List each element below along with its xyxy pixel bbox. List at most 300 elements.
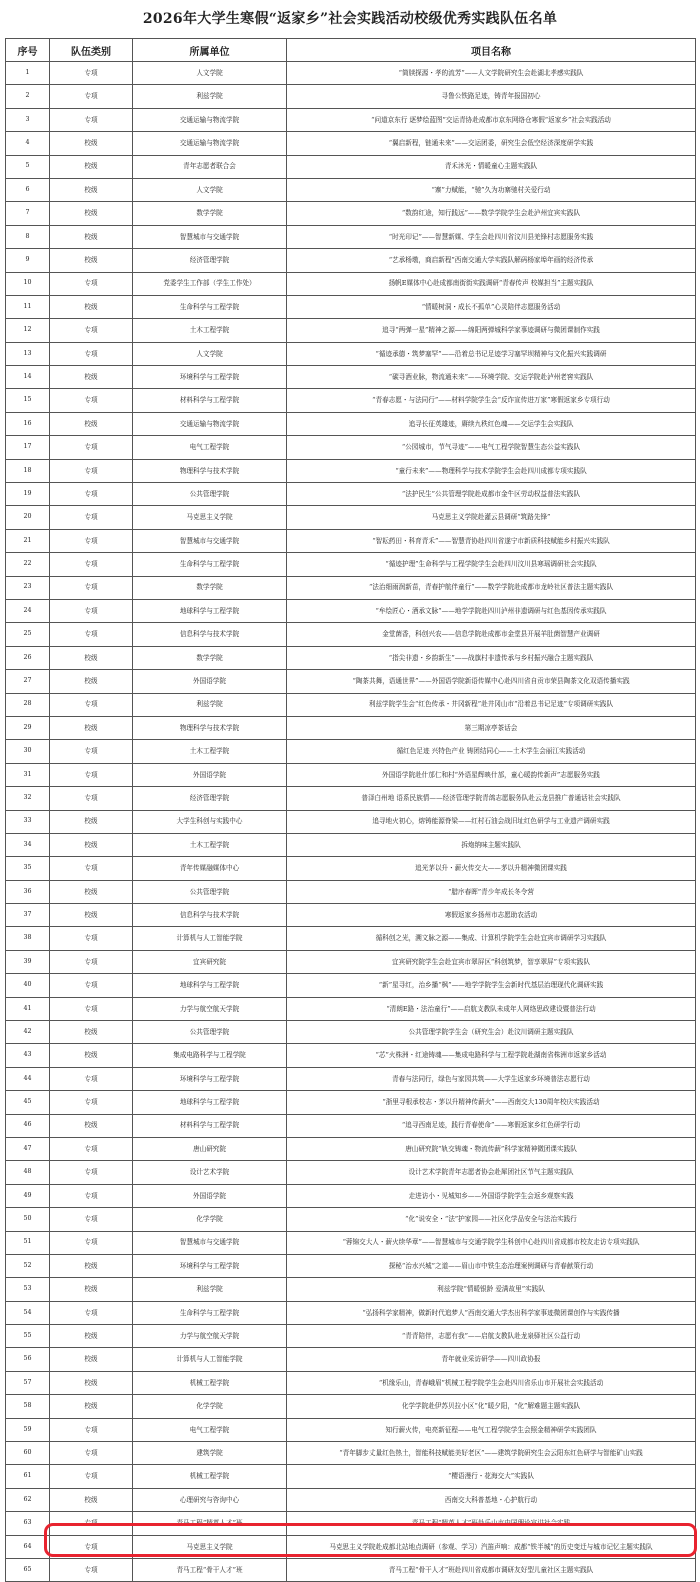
- cell-affiliated-unit: 电气工程学院: [133, 436, 287, 459]
- cell-team-category: 专项: [50, 1418, 133, 1441]
- cell-project-name: “法治细雨润新苗，青春护航伴童行”——数学学院赴成都市龙岭社区普法主题实践队: [287, 576, 696, 599]
- cell-project-name: “浙里寻根承校志・茅以升精神传薪火”——西南交大130周年校庆实践活动: [287, 1091, 696, 1114]
- table-row: [6, 436, 696, 459]
- cell-team-category: 专项: [50, 974, 133, 997]
- cell-affiliated-unit: 交通运输与物流学院: [133, 108, 287, 131]
- header-row: [6, 39, 696, 62]
- cell-serial-number: 2: [6, 85, 50, 108]
- header-serial-number: 序号: [6, 39, 50, 62]
- cell-serial-number: 30: [6, 740, 50, 763]
- table-row: [6, 810, 696, 833]
- cell-project-name: “碳寻酒业脉，物流通未来”——环境学院、交运学院赴泸州老窖实践队: [287, 366, 696, 389]
- cell-team-category: 专项: [50, 576, 133, 599]
- cell-serial-number: 48: [6, 1161, 50, 1184]
- cell-project-name: 金堂菌香，科创兴农——信息学院赴成都市金堂县开展羊肚菌智慧产业调研: [287, 623, 696, 646]
- cell-team-category: 校级: [50, 1348, 133, 1371]
- cell-affiliated-unit: 电气工程学院: [133, 1418, 287, 1441]
- cell-team-category: 专项: [50, 763, 133, 786]
- cell-project-name: “翼启新程，链通未来”——交运团委，研究生会低空经济深度研学实践: [287, 132, 696, 155]
- cell-affiliated-unit: 党委学生工作部（学生工作处）: [133, 272, 287, 295]
- cell-serial-number: 59: [6, 1418, 50, 1441]
- cell-project-name: 马克思主义学院赴灌云县调研“筑路先锋”: [287, 506, 696, 529]
- cell-project-name: “追寻西南足迹，践行青春使命”——寒假返家乡红色研学行动: [287, 1114, 696, 1137]
- cell-project-name: “樱语漫行・花海交大”实践队: [287, 1465, 696, 1488]
- cell-serial-number: 54: [6, 1301, 50, 1324]
- cell-affiliated-unit: 生命科学与工程学院: [133, 1301, 287, 1324]
- cell-serial-number: 41: [6, 997, 50, 1020]
- cell-team-category: 专项: [50, 108, 133, 131]
- cell-team-category: 专项: [50, 927, 133, 950]
- table-row: [6, 857, 696, 880]
- cell-project-name: 寒假返家乡扬州市志愿助农活动: [287, 904, 696, 927]
- cell-affiliated-unit: 力学与航空航天学院: [133, 997, 287, 1020]
- table-row: [6, 950, 696, 973]
- cell-affiliated-unit: 地球科学与工程学院: [133, 599, 287, 622]
- table-row: [6, 1512, 696, 1535]
- cell-project-name: “青春志愿・与法同行”——材料学院学生会“反诈宣传进万家”寒假返家乡专项行动: [287, 389, 696, 412]
- cell-team-category: 校级: [50, 249, 133, 272]
- table-row: [6, 1208, 696, 1231]
- cell-affiliated-unit: 公共管理学院: [133, 483, 287, 506]
- cell-serial-number: 55: [6, 1325, 50, 1348]
- table-row: [6, 670, 696, 693]
- cell-serial-number: 57: [6, 1371, 50, 1394]
- cell-affiliated-unit: 交通运输与物流学院: [133, 132, 287, 155]
- table-row: [6, 1137, 696, 1160]
- cell-serial-number: 16: [6, 412, 50, 435]
- cell-serial-number: 23: [6, 576, 50, 599]
- cell-project-name: “智耘药田・科育青禾”——智慧青协赴四川省遂宁市新质科技赋能乡村振兴实践队: [287, 529, 696, 552]
- cell-team-category: 专项: [50, 1442, 133, 1465]
- cell-project-name: “清朗E路・法治童行”——启航支教队未成年人网络思政建设暨普法行动: [287, 997, 696, 1020]
- cell-serial-number: 3: [6, 108, 50, 131]
- cell-team-category: 专项: [50, 1091, 133, 1114]
- cell-serial-number: 14: [6, 366, 50, 389]
- cell-serial-number: 17: [6, 436, 50, 459]
- cell-team-category: 校级: [50, 155, 133, 178]
- cell-serial-number: 50: [6, 1208, 50, 1231]
- cell-team-category: 校级: [50, 880, 133, 903]
- cell-affiliated-unit: 利兹学院: [133, 85, 287, 108]
- cell-project-name: 追光茅以升・薪火传交大——茅以升精神微团课实践: [287, 857, 696, 880]
- cell-project-name: 循红色足迹 兴特色产业 铸团结同心——土木学生会丽江实践活动: [287, 740, 696, 763]
- cell-serial-number: 60: [6, 1442, 50, 1465]
- cell-serial-number: 31: [6, 763, 50, 786]
- cell-serial-number: 45: [6, 1091, 50, 1114]
- cell-affiliated-unit: 土木工程学院: [133, 740, 287, 763]
- cell-serial-number: 53: [6, 1278, 50, 1301]
- cell-team-category: 校级: [50, 1371, 133, 1394]
- cell-team-category: 专项: [50, 553, 133, 576]
- cell-team-category: 专项: [50, 1535, 133, 1558]
- cell-project-name: 化学学院赴伊苏贝拉小区“化”暖夕阳，“化”解难题主题实践队: [287, 1395, 696, 1418]
- table-row: [6, 506, 696, 529]
- cell-affiliated-unit: 化学学院: [133, 1395, 287, 1418]
- table-row: [6, 62, 696, 85]
- cell-project-name: “童行未来”——物理科学与技术学院学生会赴四川成都专项实践队: [287, 459, 696, 482]
- cell-team-category: 校级: [50, 366, 133, 389]
- cell-team-category: 校级: [50, 1278, 133, 1301]
- cell-affiliated-unit: 经济管理学院: [133, 249, 287, 272]
- cell-affiliated-unit: 青年志愿者联合会: [133, 155, 287, 178]
- cell-serial-number: 12: [6, 319, 50, 342]
- cell-team-category: 专项: [50, 436, 133, 459]
- table-row: [6, 1559, 696, 1582]
- table-row: [6, 295, 696, 318]
- table-row: [6, 1488, 696, 1511]
- table-row: [6, 319, 696, 342]
- cell-serial-number: 26: [6, 646, 50, 669]
- cell-serial-number: 32: [6, 787, 50, 810]
- cell-project-name: “时光印记”——智慧新媒、学生会赴四川省汶川县羌锋村志愿服务实践: [287, 225, 696, 248]
- cell-team-category: 校级: [50, 1114, 133, 1137]
- cell-affiliated-unit: 土木工程学院: [133, 833, 287, 856]
- cell-project-name: 青春与法同行，绿色与家园共筑——大学生返家乡环境普法志愿行动: [287, 1067, 696, 1090]
- cell-affiliated-unit: 环境科学与工程学院: [133, 366, 287, 389]
- cell-team-category: 专项: [50, 483, 133, 506]
- cell-affiliated-unit: 物理科学与技术学院: [133, 459, 287, 482]
- header-project-name: 项目名称: [287, 39, 696, 62]
- cell-serial-number: 18: [6, 459, 50, 482]
- table-row: [6, 155, 696, 178]
- cell-serial-number: 20: [6, 506, 50, 529]
- cell-serial-number: 38: [6, 927, 50, 950]
- table-row: [6, 108, 696, 131]
- cell-project-name: “法护民生”公共管理学院赴成都市金牛区劳动权益普法实践队: [287, 483, 696, 506]
- table-row: [6, 599, 696, 622]
- cell-team-category: 校级: [50, 1325, 133, 1348]
- cell-affiliated-unit: 外国语学院: [133, 763, 287, 786]
- cell-affiliated-unit: 青马工程“精英人才”班: [133, 1512, 287, 1535]
- cell-affiliated-unit: 环境科学与工程学院: [133, 1067, 287, 1090]
- cell-team-category: 专项: [50, 1137, 133, 1160]
- table-row: [6, 1395, 696, 1418]
- cell-affiliated-unit: 力学与航空航天学院: [133, 1325, 287, 1348]
- table-row: [6, 1091, 696, 1114]
- cell-affiliated-unit: 心理研究与咨询中心: [133, 1488, 287, 1511]
- cell-serial-number: 34: [6, 833, 50, 856]
- table-row: [6, 249, 696, 272]
- cell-project-name: 青禾沐光・情暖童心主题实践队: [287, 155, 696, 178]
- table-row: [6, 272, 696, 295]
- document-title: 2026年大学生寒假“返家乡”社会实践活动校级优秀实践队伍名单: [142, 11, 558, 27]
- cell-team-category: 专项: [50, 459, 133, 482]
- cell-project-name: 青马工程“骨干人才”班赴四川省成都市调研友好型儿童社区主题实践队: [287, 1559, 696, 1582]
- cell-team-category: 专项: [50, 62, 133, 85]
- cell-team-category: 专项: [50, 740, 133, 763]
- cell-serial-number: 61: [6, 1465, 50, 1488]
- cell-affiliated-unit: 外国语学院: [133, 1184, 287, 1207]
- cell-team-category: 校级: [50, 1044, 133, 1067]
- cell-project-name: “牟绘匠心・酒承文脉”——地学学院赴四川泸州非遗调研与红色基因传承实践队: [287, 599, 696, 622]
- cell-affiliated-unit: 人文学院: [133, 342, 287, 365]
- table-row: [6, 693, 696, 716]
- cell-affiliated-unit: 智慧城市与交通学院: [133, 529, 287, 552]
- table-row: [6, 623, 696, 646]
- cell-team-category: 专项: [50, 857, 133, 880]
- cell-affiliated-unit: 计算机与人工智能学院: [133, 1348, 287, 1371]
- table-row: [6, 576, 696, 599]
- cell-affiliated-unit: 数学学院: [133, 646, 287, 669]
- table-row: [6, 1278, 696, 1301]
- cell-affiliated-unit: 交通运输与物流学院: [133, 412, 287, 435]
- cell-serial-number: 21: [6, 529, 50, 552]
- cell-team-category: 专项: [50, 1231, 133, 1254]
- cell-serial-number: 4: [6, 132, 50, 155]
- cell-project-name: “弘扬科学家精神，做新时代追梦人”西南交通大学杰出科学家事迹微团课创作与实践传播: [287, 1301, 696, 1324]
- cell-serial-number: 5: [6, 155, 50, 178]
- cell-team-category: 校级: [50, 225, 133, 248]
- cell-project-name: “简牍探源・孝的流芳”——人文学院研究生会赴湖北孝感实践队: [287, 62, 696, 85]
- cell-team-category: 专项: [50, 1067, 133, 1090]
- table-row: [6, 880, 696, 903]
- header-team-category: 队伍类别: [50, 39, 133, 62]
- table-row: [6, 1161, 696, 1184]
- cell-serial-number: 27: [6, 670, 50, 693]
- cell-team-category: 专项: [50, 1512, 133, 1535]
- cell-serial-number: 37: [6, 904, 50, 927]
- table-row: [6, 389, 696, 412]
- cell-team-category: 专项: [50, 693, 133, 716]
- cell-serial-number: 47: [6, 1137, 50, 1160]
- cell-serial-number: 29: [6, 716, 50, 739]
- cell-serial-number: 52: [6, 1254, 50, 1277]
- cell-team-category: 专项: [50, 787, 133, 810]
- table-row: [6, 1044, 696, 1067]
- cell-project-name: 第三期凉亭茶话会: [287, 716, 696, 739]
- cell-project-name: 追寻长征英雄迹，赓续九秩红色魂——交运学生会实践队: [287, 412, 696, 435]
- table-row: [6, 342, 696, 365]
- cell-project-name: “循迹护理”生命科学与工程学院学生会赴四川汶川县寒瑶调研社会实践队: [287, 553, 696, 576]
- cell-affiliated-unit: 材料科学与工程学院: [133, 1114, 287, 1137]
- cell-affiliated-unit: 马克思主义学院: [133, 506, 287, 529]
- table-row: [6, 202, 696, 225]
- cell-affiliated-unit: 生命科学与工程学院: [133, 553, 287, 576]
- table-row: [6, 483, 696, 506]
- cell-team-category: 专项: [50, 529, 133, 552]
- cell-project-name: 唐山研究院“轨交铸魂・物流传薪”科学家精神微团课实践队: [287, 1137, 696, 1160]
- cell-affiliated-unit: 马克思主义学院: [133, 1535, 287, 1558]
- cell-project-name: “化”说安全・“法”护家园——社区化学品安全与法治实践行: [287, 1208, 696, 1231]
- table-row: [6, 1231, 696, 1254]
- cell-affiliated-unit: 建筑学院: [133, 1442, 287, 1465]
- cell-affiliated-unit: 公共管理学院: [133, 880, 287, 903]
- table-row: [6, 459, 696, 482]
- table-row: [6, 412, 696, 435]
- cell-team-category: 校级: [50, 810, 133, 833]
- cell-team-category: 专项: [50, 623, 133, 646]
- table-row: [6, 1442, 696, 1465]
- cell-affiliated-unit: 唐山研究院: [133, 1137, 287, 1160]
- table-row: [6, 833, 696, 856]
- cell-team-category: 专项: [50, 272, 133, 295]
- cell-affiliated-unit: 利兹学院: [133, 693, 287, 716]
- cell-serial-number: 13: [6, 342, 50, 365]
- cell-serial-number: 35: [6, 857, 50, 880]
- cell-serial-number: 46: [6, 1114, 50, 1137]
- table-row: [6, 225, 696, 248]
- table-row: [6, 1021, 696, 1044]
- cell-project-name: “指尖非遗・乡韵新生”——战旗村非遗传承与乡村振兴融合主题实践队: [287, 646, 696, 669]
- cell-project-name: 外国语学院赴什邡仁和村“外语星辉映什邡，童心暖韵传新声”志愿服务实践: [287, 763, 696, 786]
- cell-team-category: 专项: [50, 85, 133, 108]
- cell-serial-number: 58: [6, 1395, 50, 1418]
- cell-serial-number: 39: [6, 950, 50, 973]
- cell-team-category: 校级: [50, 716, 133, 739]
- table-row: [6, 366, 696, 389]
- table-row: [6, 716, 696, 739]
- cell-team-category: 校级: [50, 412, 133, 435]
- table-row: [6, 1348, 696, 1371]
- cell-project-name: 知行薪火传，电亮新征程——电气工程学院学生会照金精神研学实践团队: [287, 1418, 696, 1441]
- cell-serial-number: 44: [6, 1067, 50, 1090]
- cell-serial-number: 25: [6, 623, 50, 646]
- table-row: [6, 1535, 696, 1558]
- table-row: [6, 85, 696, 108]
- cell-project-name: 循科创之光，溯文脉之源——集成、计算机学院学生会赴宜宾市调研学习实践队: [287, 927, 696, 950]
- cell-team-category: 专项: [50, 599, 133, 622]
- cell-project-name: 探秘“治水兴城”之道——眉山市中铁生态治理案例调研与青春献策行动: [287, 1254, 696, 1277]
- cell-project-name: 走进访小・见城知乡——外国语学院学生会返乡观察实践: [287, 1184, 696, 1207]
- table-row: [6, 132, 696, 155]
- cell-project-name: 追寻地火初心，熔铸能源脊梁——红村石油会战旧址红色研学与工业遗产调研实践: [287, 810, 696, 833]
- cell-affiliated-unit: 土木工程学院: [133, 319, 287, 342]
- cell-team-category: 专项: [50, 1161, 133, 1184]
- table-row: [6, 529, 696, 552]
- cell-project-name: “艺承杨墩，商启新程”西南交通大学实践队解码杨家埠年画的经济传承: [287, 249, 696, 272]
- cell-serial-number: 64: [6, 1535, 50, 1558]
- cell-affiliated-unit: 智慧城市与交通学院: [133, 225, 287, 248]
- cell-affiliated-unit: 物理科学与技术学院: [133, 716, 287, 739]
- cell-project-name: 公共管理学院学生会（研究生会）赴汶川调研主题实践队: [287, 1021, 696, 1044]
- table-row: [6, 997, 696, 1020]
- table-row: [6, 178, 696, 201]
- cell-affiliated-unit: 外国语学院: [133, 670, 287, 693]
- cell-serial-number: 28: [6, 693, 50, 716]
- cell-project-name: “陶茶共舞，语通世界”——外国语学院新语传媒中心赴四川省自贡市荣县陶茶文化双语传播实践: [287, 670, 696, 693]
- cell-team-category: 专项: [50, 950, 133, 973]
- cell-project-name: 追寻“两弹一星”精神之源——绵阳两弹城科学家事迹调研与微团课制作实践: [287, 319, 696, 342]
- cell-team-category: 专项: [50, 1465, 133, 1488]
- cell-team-category: 校级: [50, 295, 133, 318]
- cell-project-name: “青青陪伴，志愿有我”——启航支教队赴龙泉驿社区公益行动: [287, 1325, 696, 1348]
- teams-table: [5, 38, 696, 1582]
- cell-team-category: 校级: [50, 1254, 133, 1277]
- cell-affiliated-unit: 经济管理学院: [133, 787, 287, 810]
- table-row: [6, 1114, 696, 1137]
- cell-affiliated-unit: 利兹学院: [133, 1278, 287, 1301]
- cell-serial-number: 33: [6, 810, 50, 833]
- cell-serial-number: 65: [6, 1559, 50, 1582]
- table-row: [6, 740, 696, 763]
- cell-affiliated-unit: 宜宾研究院: [133, 950, 287, 973]
- cell-affiliated-unit: 公共管理学院: [133, 1021, 287, 1044]
- table-row: [6, 927, 696, 950]
- cell-affiliated-unit: 智慧城市与交通学院: [133, 1231, 287, 1254]
- cell-affiliated-unit: 青年传媒融媒体中心: [133, 857, 287, 880]
- cell-project-name: “新”星寻红，治乡播“枫”——地学学院学生会新时代基层治理现代化调研实践: [287, 974, 696, 997]
- cell-affiliated-unit: 信息科学与技术学院: [133, 904, 287, 927]
- cell-project-name: 利兹学院学生会“红色传承・井冈新程”赴井冈山市“沿着总书记足迹”专项调研实践队: [287, 693, 696, 716]
- cell-affiliated-unit: 地球科学与工程学院: [133, 974, 287, 997]
- cell-affiliated-unit: 数学学院: [133, 576, 287, 599]
- cell-project-name: “腊序春晖”青少年成长冬令营: [287, 880, 696, 903]
- cell-project-name: “数韵红途，知行践远”——数学学院学生会赴泸州宜宾实践队: [287, 202, 696, 225]
- cell-serial-number: 11: [6, 295, 50, 318]
- cell-serial-number: 42: [6, 1021, 50, 1044]
- table-row: [6, 1465, 696, 1488]
- cell-team-category: 专项: [50, 1184, 133, 1207]
- cell-team-category: 专项: [50, 389, 133, 412]
- cell-serial-number: 7: [6, 202, 50, 225]
- table-row: [6, 1184, 696, 1207]
- header-affiliated-unit: 所属单位: [133, 39, 287, 62]
- table-row: [6, 1418, 696, 1441]
- cell-project-name: “机缘乐山，青春峨眉”机械工程学院学生会赴四川省乐山市开展社会实践活动: [287, 1371, 696, 1394]
- cell-team-category: 校级: [50, 670, 133, 693]
- cell-team-category: 校级: [50, 1488, 133, 1511]
- cell-serial-number: 15: [6, 389, 50, 412]
- cell-affiliated-unit: 化学学院: [133, 1208, 287, 1231]
- cell-project-name: “蓉锦交大人・薪火续华章”——智慧城市与交通学院学生科创中心赴四川省成都市校友走访专项实践队: [287, 1231, 696, 1254]
- cell-team-category: 专项: [50, 1559, 133, 1582]
- cell-team-category: 校级: [50, 202, 133, 225]
- cell-serial-number: 63: [6, 1512, 50, 1535]
- cell-project-name: 青马工程“精英人才”班赴乐山市中国理论宣讲社会实践: [287, 1512, 696, 1535]
- cell-project-name: 宜宾研究院学生会赴宜宾市翠屏区“科创筑梦，智享翠屏”专项实践队: [287, 950, 696, 973]
- table-body: [6, 62, 696, 1582]
- table-row: [6, 646, 696, 669]
- cell-affiliated-unit: 计算机与人工智能学院: [133, 927, 287, 950]
- cell-affiliated-unit: 机械工程学院: [133, 1465, 287, 1488]
- cell-team-category: 校级: [50, 1395, 133, 1418]
- cell-affiliated-unit: 大学生科创与实践中心: [133, 810, 287, 833]
- cell-team-category: 专项: [50, 342, 133, 365]
- cell-project-name: 西南交大科普基地・心护航行动: [287, 1488, 696, 1511]
- cell-serial-number: 8: [6, 225, 50, 248]
- cell-serial-number: 49: [6, 1184, 50, 1207]
- table-row: [6, 1371, 696, 1394]
- table-row: [6, 904, 696, 927]
- cell-team-category: 校级: [50, 646, 133, 669]
- table-row: [6, 1301, 696, 1324]
- cell-affiliated-unit: 信息科学与技术学院: [133, 623, 287, 646]
- cell-serial-number: 1: [6, 62, 50, 85]
- cell-affiliated-unit: 生命科学与工程学院: [133, 295, 287, 318]
- cell-team-category: 校级: [50, 1021, 133, 1044]
- cell-serial-number: 6: [6, 178, 50, 201]
- cell-affiliated-unit: 机械工程学院: [133, 1371, 287, 1394]
- cell-project-name: 拆炮纳味主题实践队: [287, 833, 696, 856]
- cell-project-name: 普泽白州地 语系民族情——经济管理学院青鸽志愿服务队赴云龙县推广普通话社会实践队: [287, 787, 696, 810]
- cell-serial-number: 9: [6, 249, 50, 272]
- table-row: [6, 763, 696, 786]
- cell-affiliated-unit: 集成电路科学与工程学院: [133, 1044, 287, 1067]
- cell-project-name: 青年就业采访研学——四川政协报: [287, 1348, 696, 1371]
- cell-project-name: “芯”火株洲・红途铸魂——集成电路科学与工程学院赴湖南省株洲市返家乡活动: [287, 1044, 696, 1067]
- cell-team-category: 专项: [50, 319, 133, 342]
- cell-serial-number: 56: [6, 1348, 50, 1371]
- cell-project-name: 利兹学院“情暖银龄 爱满故里”实践队: [287, 1278, 696, 1301]
- cell-team-category: 校级: [50, 132, 133, 155]
- cell-affiliated-unit: 人文学院: [133, 178, 287, 201]
- cell-affiliated-unit: 设计艺术学院: [133, 1161, 287, 1184]
- table-row: [6, 974, 696, 997]
- cell-serial-number: 43: [6, 1044, 50, 1067]
- cell-project-name: 寻鲁公铁路足迹，铸青年报国初心: [287, 85, 696, 108]
- cell-affiliated-unit: 数学学院: [133, 202, 287, 225]
- cell-serial-number: 24: [6, 599, 50, 622]
